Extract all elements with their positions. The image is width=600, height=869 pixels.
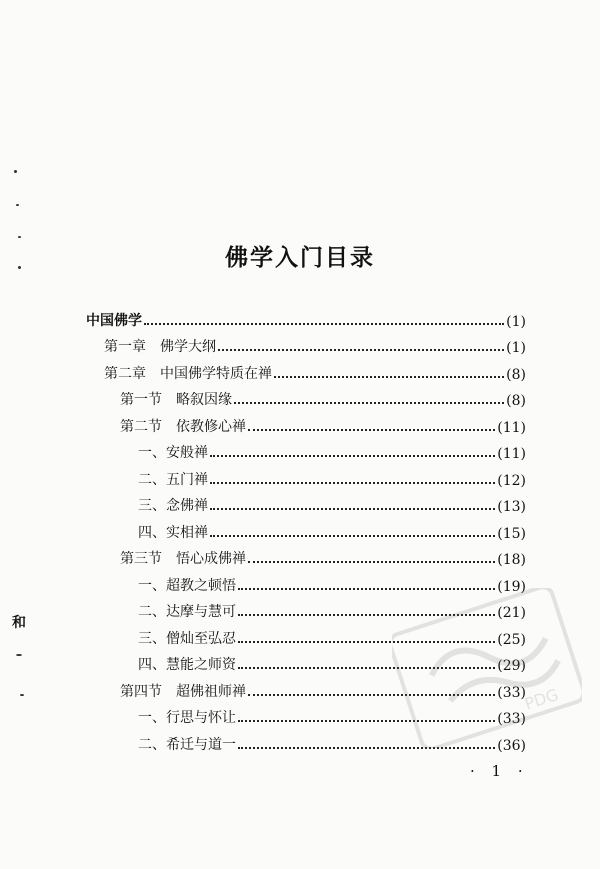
scan-speck — [18, 236, 21, 238]
toc-entry-page: (33) — [497, 684, 526, 701]
toc-entry — [86, 515, 526, 542]
watermark-text: PDG — [522, 684, 561, 714]
toc-entry-label: 一、安般禅 — [138, 445, 208, 461]
scan-speck — [16, 204, 19, 206]
toc-entry — [86, 383, 526, 410]
toc-dot-leader — [218, 349, 504, 351]
toc-entry — [86, 489, 526, 516]
toc-entry-label: 第三节 悟心成佛禅 — [120, 551, 246, 567]
toc-entry — [86, 462, 526, 489]
toc-entry-label: 四、慧能之师资 — [138, 657, 236, 673]
toc-entry-label: 二、希迁与道一 — [138, 736, 236, 753]
toc-entry — [86, 303, 526, 330]
toc-entry-label: 第二节 依教修心禅 — [120, 418, 246, 435]
toc-entry-label: 三、念佛禅 — [138, 498, 208, 514]
toc-dot-leader — [210, 535, 495, 537]
toc-entry — [86, 409, 526, 436]
toc-dot-leader — [144, 323, 504, 325]
page-title: 佛学入门目录 — [225, 245, 375, 272]
toc-entry-label: 中国佛学 — [86, 312, 142, 329]
scan-speck — [14, 170, 17, 173]
toc-entry — [86, 542, 526, 569]
toc-dot-leader — [248, 561, 495, 563]
toc-entry-page: (8) — [506, 393, 526, 409]
toc-entry-page: (19) — [497, 578, 526, 595]
toc-entry — [86, 356, 526, 383]
toc-entry-label: 第二章 中国佛学特质在禅 — [104, 365, 272, 382]
toc-dot-leader — [274, 376, 504, 378]
toc-entry-page: (8) — [506, 366, 526, 383]
toc-entry-label: 四、实相禅 — [138, 524, 208, 541]
toc-entry-label: 二、五门禅 — [138, 471, 208, 488]
page-number: · 1 · — [470, 762, 529, 780]
toc-entry-page: (21) — [497, 605, 526, 621]
toc-dot-leader — [210, 482, 495, 484]
toc-dot-leader — [210, 508, 495, 510]
toc-dot-leader — [210, 455, 495, 457]
toc-entry-page: (18) — [497, 552, 526, 568]
toc-entry-label: 三、僧灿至弘忍 — [138, 630, 236, 647]
toc-entry-page: (15) — [497, 525, 526, 542]
toc-entry-label: 一、行思与怀让 — [138, 710, 236, 726]
toc-entry-page: (12) — [497, 472, 526, 489]
toc-entry-label: 一、超教之顿悟 — [138, 577, 236, 594]
scan-speck — [20, 694, 24, 696]
scan-speck — [16, 654, 22, 656]
toc-entry-page: (13) — [497, 499, 526, 515]
toc-dot-leader — [248, 429, 495, 431]
toc-entry-page: (25) — [497, 631, 526, 648]
toc-entry-page: (1) — [506, 313, 526, 330]
toc-entry — [86, 436, 526, 463]
toc-entry — [86, 330, 526, 357]
toc-entry-page: (29) — [497, 658, 526, 674]
toc-entry-page: (1) — [506, 340, 526, 356]
toc-entry-page: (33) — [497, 711, 526, 727]
margin-character: 和 — [12, 615, 26, 631]
toc-entry-label: 二、达摩与慧可 — [138, 604, 236, 620]
library-seal-watermark-icon — [392, 588, 582, 748]
toc-entry-label: 第一节 略叙因缘 — [120, 392, 232, 408]
toc-entry-label: 第一章 佛学大纲 — [104, 339, 216, 355]
toc-entry-label: 第四节 超佛祖师禅 — [120, 683, 246, 700]
toc-dot-leader — [234, 402, 504, 404]
toc-entry-page: (36) — [497, 737, 526, 754]
toc-entry-page: (11) — [497, 446, 526, 462]
toc-entry-page: (11) — [497, 419, 526, 436]
